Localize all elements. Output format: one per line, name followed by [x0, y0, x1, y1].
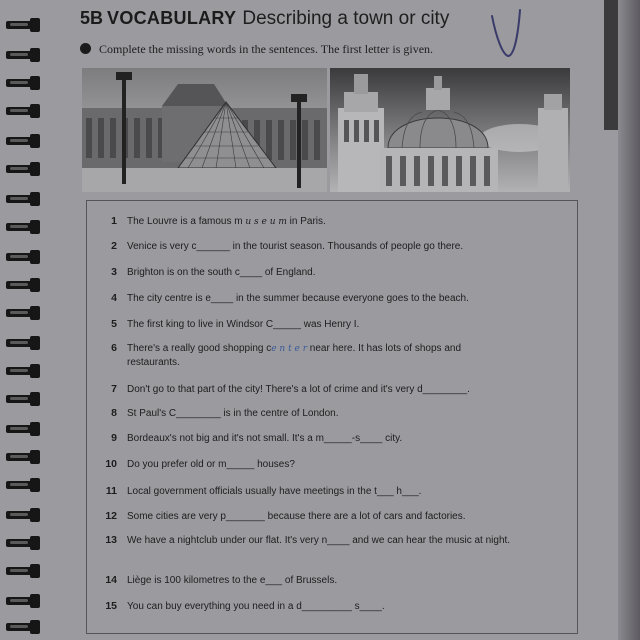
spiral-coil: [6, 250, 44, 264]
bullet-icon: [80, 43, 91, 54]
question-text: St Paul's C________ is in the centre of London.: [127, 408, 339, 419]
question-number: 12: [105, 510, 117, 522]
question-text: Liège is 100 kilometres to the e___ of Brussels.: [127, 575, 338, 586]
spiral-coil: [6, 18, 44, 32]
spiral-coil: [6, 162, 44, 176]
question-number: 9: [111, 432, 117, 444]
question-text: There's a really good shopping ce n t e r near here. It has lots of shops and restaurants.: [127, 343, 462, 368]
question-number: 11: [105, 485, 117, 497]
question-number: 3: [111, 266, 117, 278]
question-number: 4: [111, 292, 117, 304]
question-number: 14: [105, 574, 117, 586]
spiral-coil: [6, 306, 44, 320]
spiral-coil: [6, 364, 44, 378]
instruction-text: Complete the missing words in the sentences. The first letter is given.: [99, 42, 434, 56]
st-pauls-photo: [330, 68, 570, 192]
handwritten-check-icon: [488, 6, 528, 62]
spiral-coil: [6, 192, 44, 206]
spiral-coil: [6, 478, 44, 492]
question-text: We have a nightclub under our flat. It's very n____ and we can hear the music at night.: [127, 535, 511, 546]
page-edge: [618, 0, 640, 640]
spiral-coil: [6, 536, 44, 550]
spiral-coil: [6, 48, 44, 62]
section-title: [80, 8, 449, 30]
question-text: Brighton is on the south c____ of England.: [127, 267, 316, 278]
instruction: [80, 42, 433, 57]
section-code: 5B: [80, 8, 104, 28]
question-number: 15: [105, 600, 117, 612]
question-text: Bordeaux's not big and it's not small. It's a m_____-s____ city.: [127, 433, 403, 444]
question-number: 6: [111, 342, 117, 354]
spiral-coil: [6, 336, 44, 350]
section-vocab-label: VOCABULARY: [107, 8, 237, 28]
page-edge-shadow: [604, 0, 618, 130]
louvre-photo: [82, 68, 327, 192]
spiral-binding: [0, 0, 52, 640]
question-text: You can buy everything you need in a d_________ s____.: [127, 601, 385, 612]
spiral-coil: [6, 76, 44, 90]
question-text: Some cities are very p_______ because there are a lot of cars and factories.: [127, 511, 466, 522]
question-number: 13: [105, 534, 117, 546]
spiral-coil: [6, 422, 44, 436]
spiral-coil: [6, 392, 44, 406]
spiral-coil: [6, 620, 44, 634]
question-number: 10: [105, 458, 117, 470]
exercise-box: [86, 200, 578, 634]
handwritten-answer: u s e u m: [245, 217, 287, 227]
spiral-coil: [6, 278, 44, 292]
spiral-coil: [6, 104, 44, 118]
question-number: 1: [111, 215, 117, 227]
question-text: Venice is very c______ in the tourist season. Thousands of people go there.: [127, 241, 464, 252]
question-text: The city centre is e____ in the summer because everyone goes to the beach.: [127, 293, 469, 304]
question-number: 7: [111, 383, 117, 395]
spiral-coil: [6, 220, 44, 234]
spiral-coil: [6, 564, 44, 578]
handwritten-answer: e n t e r: [271, 344, 308, 354]
question-text: The first king to live in Windsor C_____ was Henry I.: [127, 319, 360, 330]
question-number: 5: [111, 318, 117, 330]
question-number: 8: [111, 407, 117, 419]
question-text: The Louvre is a famous m u s e u m in Paris.: [127, 216, 326, 227]
spiral-coil: [6, 450, 44, 464]
spiral-coil: [6, 134, 44, 148]
question-text: Local government officials usually have meetings in the t___ h___.: [127, 486, 422, 497]
spiral-coil: [6, 508, 44, 522]
spiral-coil: [6, 594, 44, 608]
question-text: Do you prefer old or m_____ houses?: [127, 459, 295, 470]
question-text: Don't go to that part of the city! There's a lot of crime and it's very d________.: [127, 384, 470, 395]
section-subtitle: Describing a town or city: [242, 8, 450, 29]
question-number: 2: [111, 240, 117, 252]
section-header: [80, 4, 600, 64]
